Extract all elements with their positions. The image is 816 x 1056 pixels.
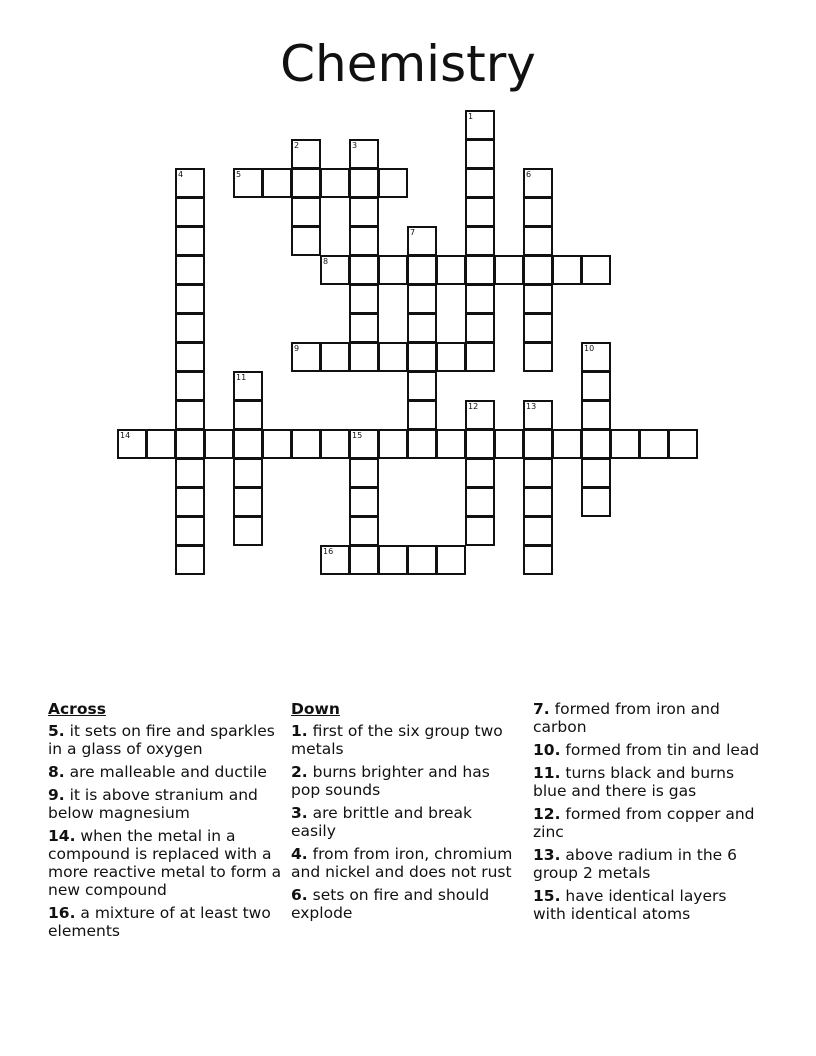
- grid-cell[interactable]: [349, 458, 379, 488]
- grid-cell[interactable]: [233, 458, 263, 488]
- clue-down-7: 7. formed from iron and carbon: [533, 700, 720, 736]
- grid-cell[interactable]: [407, 284, 437, 314]
- grid-cell[interactable]: [639, 429, 669, 459]
- clue-number: 13: [526, 402, 537, 411]
- grid-cell[interactable]: [262, 168, 292, 198]
- grid-cell[interactable]: [407, 342, 437, 372]
- grid-cell[interactable]: [175, 255, 205, 285]
- grid-cell[interactable]: [581, 429, 611, 459]
- grid-cell[interactable]: [465, 284, 495, 314]
- grid-cell[interactable]: [523, 255, 553, 285]
- clue-down-1: 1. first of the six group two metals: [291, 722, 503, 758]
- clue-down-15: 15. have identical layers with identical atoms: [533, 887, 727, 923]
- grid-cell[interactable]: [320, 168, 350, 198]
- grid-cell[interactable]: [175, 545, 205, 575]
- grid-cell[interactable]: [407, 255, 437, 285]
- grid-cell[interactable]: [349, 313, 379, 343]
- grid-cell[interactable]: [378, 545, 408, 575]
- clue-across-9: 9. it is above stranium and below magnesium: [48, 786, 258, 822]
- clue-number: 11: [236, 373, 247, 382]
- grid-cell[interactable]: [378, 255, 408, 285]
- grid-cell[interactable]: [523, 487, 553, 517]
- grid-cell[interactable]: [581, 342, 611, 372]
- across-heading: Across: [48, 700, 106, 718]
- clue-down-11: 11. turns black and burns blue and there is gas: [533, 764, 735, 800]
- grid-cell[interactable]: [465, 313, 495, 343]
- grid-cell[interactable]: [552, 429, 582, 459]
- clue-down-10: 10. formed from tin and lead: [533, 741, 760, 759]
- grid-cell[interactable]: [291, 429, 321, 459]
- grid-cell[interactable]: [320, 545, 350, 575]
- grid-cell[interactable]: [320, 255, 350, 285]
- grid-cell[interactable]: [581, 487, 611, 517]
- grid-cell[interactable]: [523, 284, 553, 314]
- grid-cell[interactable]: [407, 371, 437, 401]
- grid-cell[interactable]: [117, 429, 147, 459]
- grid-cell[interactable]: [175, 226, 205, 256]
- grid-cell[interactable]: [610, 429, 640, 459]
- grid-cell[interactable]: [349, 197, 379, 227]
- grid-cell[interactable]: [175, 487, 205, 517]
- clue-number: 9: [294, 344, 300, 353]
- grid-cell[interactable]: [523, 429, 553, 459]
- grid-cell[interactable]: [465, 429, 495, 459]
- grid-cell[interactable]: [465, 226, 495, 256]
- grid-cell[interactable]: [465, 458, 495, 488]
- grid-cell[interactable]: [523, 458, 553, 488]
- grid-cell[interactable]: [233, 371, 263, 401]
- grid-cell[interactable]: [349, 139, 379, 169]
- grid-cell[interactable]: [175, 168, 205, 198]
- grid-cell[interactable]: [175, 197, 205, 227]
- grid-cell[interactable]: [291, 197, 321, 227]
- grid-cell[interactable]: [204, 429, 234, 459]
- grid-cell[interactable]: [262, 429, 292, 459]
- clue-across-8: 8. are malleable and ductile: [48, 763, 267, 781]
- grid-cell[interactable]: [465, 197, 495, 227]
- across-clues: [48, 700, 283, 945]
- clue-number: 15: [352, 431, 363, 440]
- grid-cell[interactable]: [233, 168, 263, 198]
- grid-cell[interactable]: [407, 400, 437, 430]
- clue-number: 5: [236, 170, 242, 179]
- grid-cell[interactable]: [349, 342, 379, 372]
- clue-down-13: 13. above radium in the 6 group 2 metals: [533, 846, 738, 882]
- grid-cell[interactable]: [523, 168, 553, 198]
- grid-cell[interactable]: [291, 168, 321, 198]
- grid-cell[interactable]: [581, 458, 611, 488]
- grid-cell[interactable]: [175, 342, 205, 372]
- grid-cell[interactable]: [436, 429, 466, 459]
- grid-cell[interactable]: [523, 342, 553, 372]
- grid-cell[interactable]: [407, 226, 437, 256]
- clue-number: 8: [323, 257, 329, 266]
- grid-cell[interactable]: [349, 284, 379, 314]
- clue-down-12: 12. formed from copper and zinc: [533, 805, 755, 841]
- grid-cell[interactable]: [407, 429, 437, 459]
- grid-cell[interactable]: [523, 545, 553, 575]
- grid-cell[interactable]: [581, 255, 611, 285]
- grid-cell[interactable]: [320, 342, 350, 372]
- grid-cell[interactable]: [175, 371, 205, 401]
- clue-down-6: 6. sets on fire and should explode: [291, 886, 490, 922]
- clue-across-14: 14. when the metal in a compound is replaced with a more reactive metal to form a new compound: [48, 827, 282, 899]
- clue-number: 10: [584, 344, 595, 353]
- grid-cell[interactable]: [465, 400, 495, 430]
- grid-cell[interactable]: [407, 545, 437, 575]
- clue-number: 7: [410, 228, 416, 237]
- grid-cell[interactable]: [233, 400, 263, 430]
- grid-cell[interactable]: [552, 255, 582, 285]
- grid-cell[interactable]: [233, 516, 263, 546]
- grid-cell[interactable]: [291, 342, 321, 372]
- grid-cell[interactable]: [465, 516, 495, 546]
- grid-cell[interactable]: [349, 429, 379, 459]
- grid-cell[interactable]: [668, 429, 698, 459]
- grid-cell[interactable]: [175, 400, 205, 430]
- grid-cell[interactable]: [523, 516, 553, 546]
- grid-cell[interactable]: [436, 342, 466, 372]
- down-heading: Down: [291, 700, 340, 718]
- grid-cell[interactable]: [146, 429, 176, 459]
- grid-cell[interactable]: [465, 139, 495, 169]
- clue-number: 12: [468, 402, 479, 411]
- grid-cell[interactable]: [175, 313, 205, 343]
- grid-cell[interactable]: [175, 458, 205, 488]
- grid-cell[interactable]: [494, 429, 524, 459]
- clue-down-2: 2. burns brighter and has pop sounds: [291, 763, 490, 799]
- grid-cell[interactable]: [349, 255, 379, 285]
- grid-cell[interactable]: [523, 313, 553, 343]
- clue-down-4: 4. from from iron, chromium and nickel and does not rust: [291, 845, 513, 881]
- grid-cell[interactable]: [436, 255, 466, 285]
- clue-across-5: 5. it sets on fire and sparkles in a glass of oxygen: [48, 722, 275, 758]
- down-clues: [291, 700, 516, 927]
- grid-cell[interactable]: [349, 487, 379, 517]
- grid-cell[interactable]: [349, 516, 379, 546]
- grid-cell[interactable]: [349, 545, 379, 575]
- clue-across-16: 16. a mixture of at least two elements: [48, 904, 271, 940]
- grid-cell[interactable]: [320, 429, 350, 459]
- grid-cell[interactable]: [349, 226, 379, 256]
- grid-cell[interactable]: [523, 400, 553, 430]
- clue-number: 1: [468, 112, 474, 121]
- grid-cell[interactable]: [494, 255, 524, 285]
- grid-cell[interactable]: [581, 371, 611, 401]
- grid-cell[interactable]: [233, 429, 263, 459]
- down-clues-continued: [533, 700, 763, 928]
- grid-cell[interactable]: [581, 400, 611, 430]
- grid-cell[interactable]: [465, 487, 495, 517]
- grid-cell[interactable]: [233, 487, 263, 517]
- grid-cell[interactable]: [436, 545, 466, 575]
- grid-cell[interactable]: [378, 342, 408, 372]
- clue-number: 6: [526, 170, 532, 179]
- grid-cell[interactable]: [175, 429, 205, 459]
- grid-cell[interactable]: [407, 313, 437, 343]
- grid-cell[interactable]: [465, 168, 495, 198]
- clue-number: 14: [120, 431, 131, 440]
- clue-number: 2: [294, 141, 300, 150]
- grid-cell[interactable]: [175, 516, 205, 546]
- grid-cell[interactable]: [291, 226, 321, 256]
- grid-cell[interactable]: [378, 168, 408, 198]
- grid-cell[interactable]: [465, 255, 495, 285]
- clue-number: 3: [352, 141, 358, 150]
- grid-cell[interactable]: [523, 226, 553, 256]
- clue-number: 4: [178, 170, 184, 179]
- grid-cell[interactable]: [465, 110, 495, 140]
- grid-cell[interactable]: [523, 197, 553, 227]
- grid-cell[interactable]: [349, 168, 379, 198]
- clue-number: 16: [323, 547, 334, 556]
- grid-cell[interactable]: [378, 429, 408, 459]
- grid-cell[interactable]: [291, 139, 321, 169]
- puzzle-title: Chemistry: [280, 35, 536, 93]
- grid-cell[interactable]: [175, 284, 205, 314]
- clue-down-3: 3. are brittle and break easily: [291, 804, 473, 840]
- grid-cell[interactable]: [465, 342, 495, 372]
